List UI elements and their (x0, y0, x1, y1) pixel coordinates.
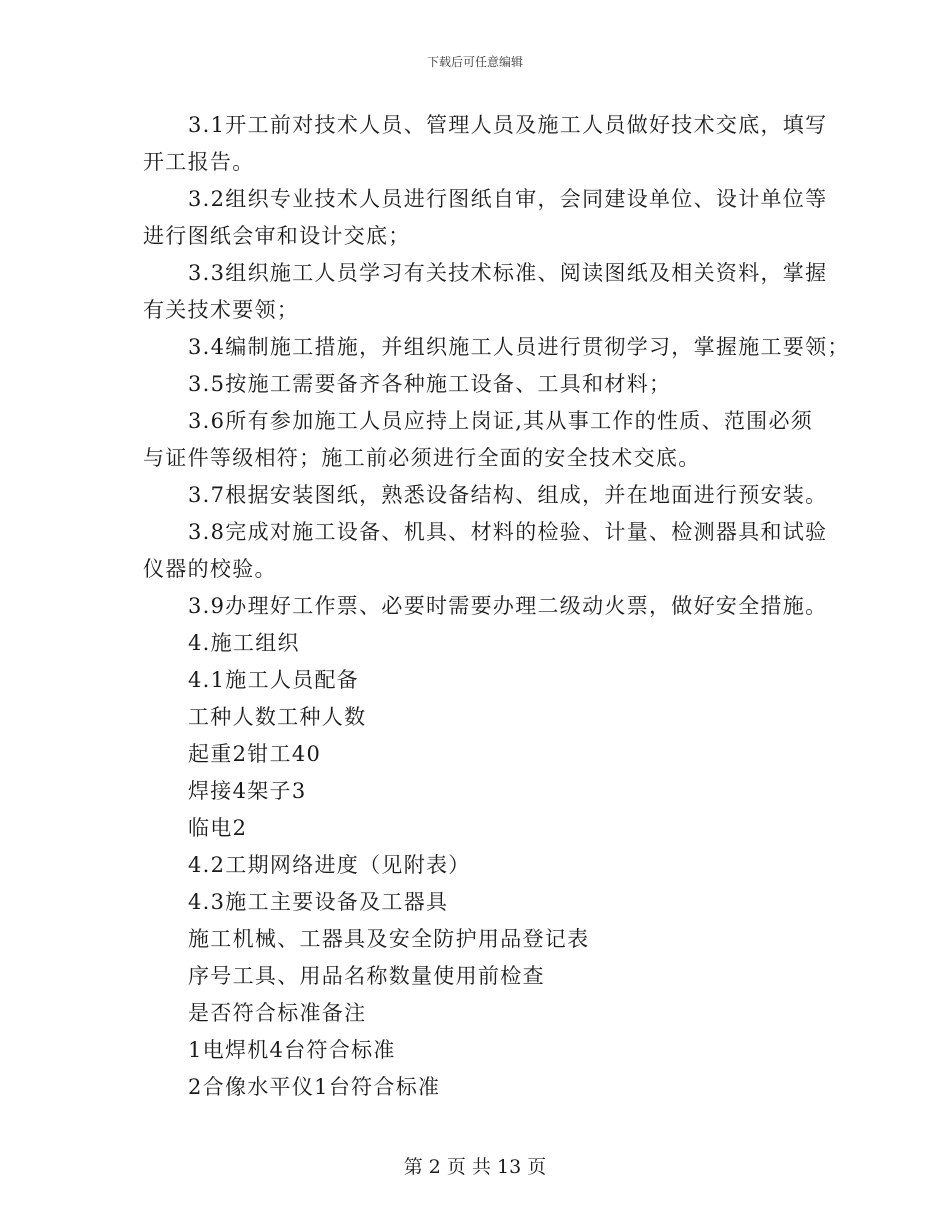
table-text-line: 工种人数工种人数 (188, 705, 367, 729)
subsection-heading: 4.2工期网络进度（见附表） (188, 853, 471, 877)
subsection-heading: 4.3施工主要设备及工器具 (188, 890, 449, 914)
paragraph-line: 进行图纸会审和设计交底； (143, 224, 411, 248)
table-title: 施工机械、工器具及安全防护用品登记表 (188, 927, 590, 951)
table-text-line: 2合像水平仪1台符合标准 (188, 1075, 441, 1099)
paragraph-line: 3.4编制施工措施，并组织施工人员进行贯彻学习，掌握施工要领； (188, 335, 850, 359)
table-text-line: 序号工具、用品名称数量使用前检查 (188, 964, 545, 988)
table-text-line: 临电2 (188, 816, 248, 840)
paragraph-line: 3.7根据安装图纸，熟悉设备结构、组成，并在地面进行预安装。 (188, 483, 828, 507)
page-header: 下载后可任意编辑 (426, 55, 523, 69)
paragraph-line: 3.2组织专业技术人员进行图纸自审，会同建设单位、设计单位等 (188, 187, 828, 211)
table-text-line: 是否符合标准备注 (188, 1001, 367, 1025)
paragraph-line: 3.3组织施工人员学习有关技术标准、阅读图纸及相关资料，掌握 (188, 261, 828, 285)
paragraph-line: 有关技术要领； (143, 298, 300, 322)
table-text-line: 起重2钳工40 (188, 742, 322, 766)
table-text-line: 焊接4架子3 (188, 779, 307, 803)
paragraph-line: 3.8完成对施工设备、机具、材料的检验、计量、检测器具和试验 (188, 520, 828, 544)
paragraph-line: 3.5按施工需要备齐各种施工设备、工具和材料； (188, 372, 672, 396)
paragraph-line: 仪器的校验。 (143, 557, 277, 581)
paragraph-line: 与证件等级相符；施工前必须进行全面的安全技术交底。 (143, 446, 701, 470)
paragraph-line: 3.9办理好工作票、必要时需要办理二级动火票，做好安全措施。 (188, 594, 828, 618)
paragraph-line: 3.6所有参加施工人员应持上岗证,其从事工作的性质、范围必须 (188, 409, 814, 433)
table-text-line: 1电焊机4台符合标准 (188, 1038, 396, 1062)
paragraph-line: 3.1开工前对技术人员、管理人员及施工人员做好技术交底，填写 (188, 113, 828, 137)
paragraph-line: 开工报告。 (143, 150, 255, 174)
subsection-heading: 4.1施工人员配备 (188, 668, 360, 692)
section-heading: 4.施工组织 (188, 631, 300, 655)
page-footer: 第 2 页 共 13 页 (403, 1156, 547, 1178)
